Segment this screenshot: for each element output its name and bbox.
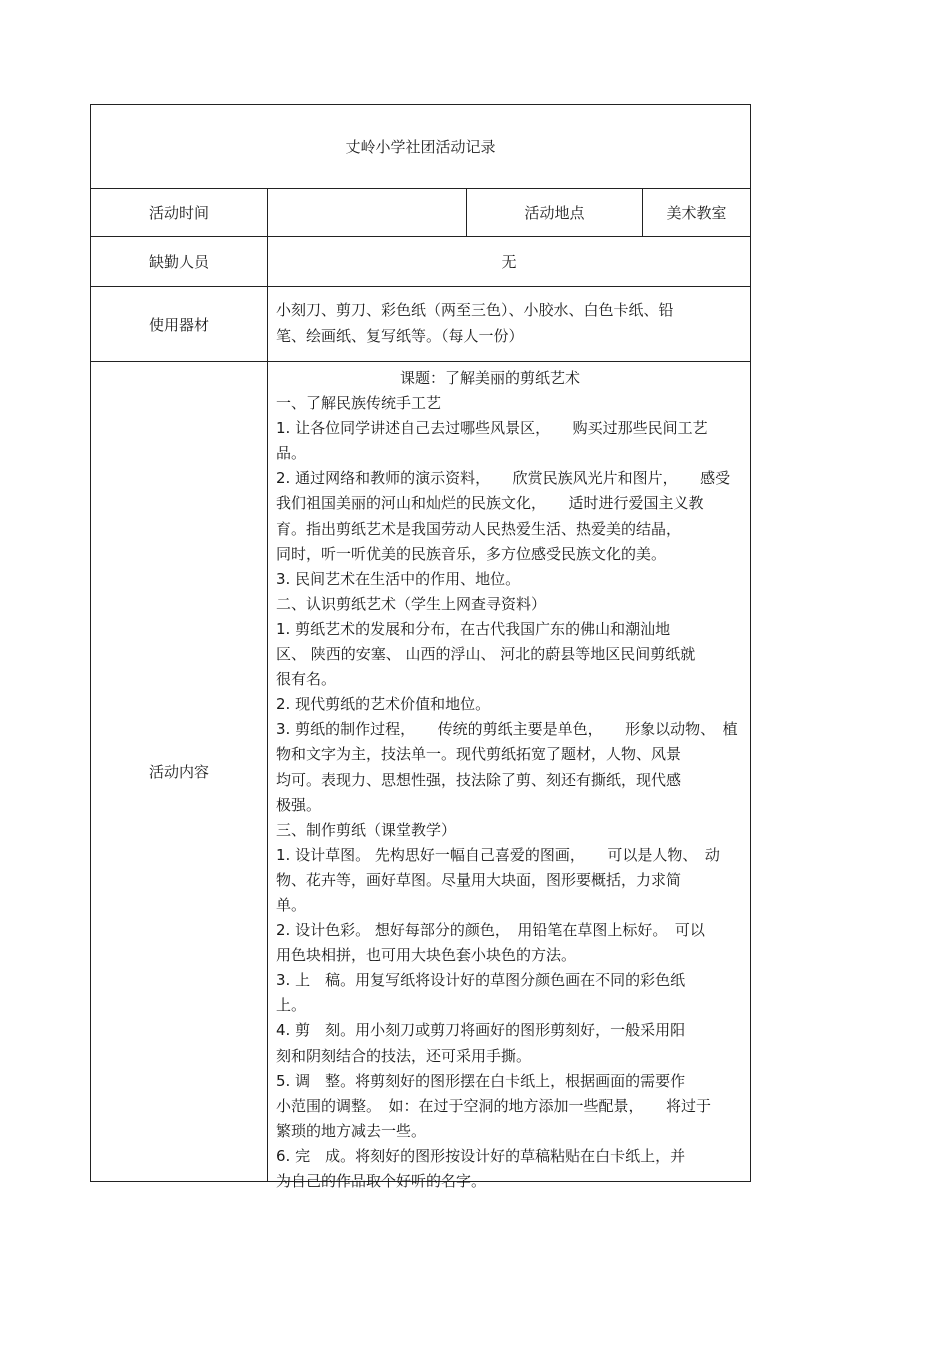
materials-line: 笔、绘画纸、复写纸等。（每人一份） bbox=[276, 327, 524, 345]
absent-value-cell bbox=[267, 236, 751, 287]
content-title: 课题：了解美丽的剪纸艺术 bbox=[399, 369, 580, 387]
place-value: 美术教室 bbox=[666, 204, 727, 222]
content-line: 上。 bbox=[276, 996, 307, 1015]
content-line: 1. 让各位同学讲述自己去过哪些风景区， 购买过那些民间工艺 bbox=[276, 419, 708, 438]
content-line: 5. 调 整。将剪刻好的图形摆在白卡纸上，根据画面的需要作 bbox=[276, 1071, 686, 1090]
content-line: 二、认识剪纸艺术（学生上网查寻资料） bbox=[276, 594, 547, 613]
content-line: 区、 陕西的安塞、 山西的浮山、 河北的蔚县等地区民间剪纸就 bbox=[276, 645, 696, 664]
absent-label-cell bbox=[90, 236, 268, 287]
content-line: 3. 民间艺术在生活中的作用、地位。 bbox=[276, 569, 521, 588]
content-line: 很有名。 bbox=[276, 670, 337, 689]
materials-label-cell bbox=[90, 286, 268, 362]
content-line: 繁琐的地方减去一些。 bbox=[276, 1121, 427, 1140]
place-label-cell bbox=[466, 188, 643, 237]
content-line: 单。 bbox=[276, 895, 307, 914]
content-line: 2. 现代剪纸的艺术价值和地位。 bbox=[276, 695, 491, 714]
content-line: 育。指出剪纸艺术是我国劳动人民热爱生活、热爱美的结晶， bbox=[276, 519, 682, 538]
content-line: 用色块相拼，也可用大块色套小块色的方法。 bbox=[276, 946, 577, 965]
content-line: 品。 bbox=[276, 444, 307, 463]
content-line: 小范围的调整。 如：在过于空洞的地方添加一些配景， 将过于 bbox=[276, 1096, 712, 1115]
content-label-cell bbox=[90, 361, 268, 1182]
content-line: 3. 剪纸的制作过程， 传统的剪纸主要是单色， 形象以动物、 植 bbox=[276, 720, 738, 739]
materials-line: 小刻刀、剪刀、彩色纸（两至三色）、小胶水、白色卡纸、铅 bbox=[276, 301, 674, 319]
content-line: 我们祖国美丽的河山和灿烂的民族文化， 适时进行爱国主义教 bbox=[276, 494, 704, 513]
absent-label: 缺勤人员 bbox=[148, 253, 209, 271]
activity-record-table bbox=[90, 104, 751, 1190]
content-label: 活动内容 bbox=[148, 763, 209, 781]
content-line: 物、花卉等，画好草图。尽量用大块面，图形要概括，力求简 bbox=[276, 870, 682, 889]
content-line: 同时，听一听优美的民族音乐，多方位感受民族文化的美。 bbox=[276, 544, 667, 563]
document-title: 丈岭小学社团活动记录 bbox=[345, 138, 496, 156]
time-label: 活动时间 bbox=[148, 204, 209, 222]
content-value-cell bbox=[267, 361, 751, 1190]
content-line: 为自己的作品取个好听的名字。 bbox=[276, 1172, 487, 1190]
content-line: 一、了解民族传统手工艺 bbox=[276, 394, 442, 413]
content-line: 2. 通过网络和教师的演示资料， 欣赏民族风光片和图片， 感受 bbox=[276, 469, 731, 488]
materials-value-cell bbox=[267, 286, 751, 362]
content-line: 刻和阴刻结合的技法，还可采用手撕。 bbox=[276, 1046, 532, 1065]
materials-label: 使用器材 bbox=[148, 315, 209, 334]
time-label-cell bbox=[90, 188, 268, 237]
content-line: 3. 上 稿。用复写纸将设计好的草图分颜色画在不同的彩色纸 bbox=[276, 971, 686, 990]
table-title-cell bbox=[90, 104, 751, 189]
content-line: 6. 完 成。将刻好的图形按设计好的草稿粘贴在白卡纸上，并 bbox=[276, 1146, 686, 1165]
content-line: 1. 设计草图。 先构思好一幅自己喜爱的图画， 可以是人物、 动 bbox=[276, 845, 720, 864]
content-line: 4. 剪 刻。用小刻刀或剪刀将画好的图形剪刻好，一般采用阳 bbox=[276, 1021, 686, 1040]
absent-value: 无 bbox=[501, 253, 517, 271]
content-line: 极强。 bbox=[276, 795, 322, 814]
content-line: 物和文字为主，技法单一。现代剪纸拓宽了题材，人物、风景 bbox=[276, 745, 682, 764]
content-line: 2. 设计色彩。 想好每部分的颜色， 用铅笔在草图上标好。 可以 bbox=[276, 921, 705, 940]
time-value-cell bbox=[267, 188, 467, 237]
content-line: 1. 剪纸艺术的发展和分布，在古代我国广东的佛山和潮汕地 bbox=[276, 619, 671, 638]
place-label: 活动地点 bbox=[524, 204, 585, 222]
content-line: 三、制作剪纸（课堂教学） bbox=[276, 820, 457, 839]
content-line: 均可。表现力、思想性强，技法除了剪、刻还有撕纸，现代感 bbox=[276, 770, 682, 789]
place-value-cell bbox=[642, 188, 751, 237]
